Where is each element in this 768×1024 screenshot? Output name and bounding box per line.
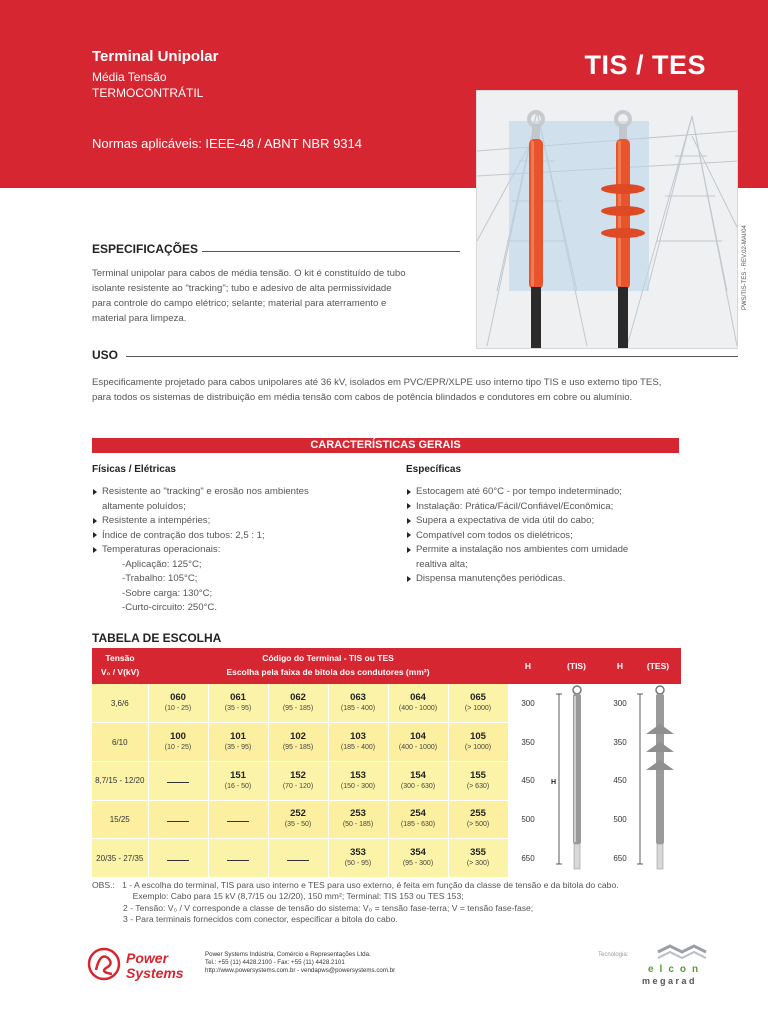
company-phone: Tel.: +55 (11) 4428.2100 - Fax: +55 (11) 4428.2101: [205, 959, 345, 966]
especificas-list: [406, 485, 706, 587]
svg-text:Power: Power: [126, 950, 169, 966]
header-tensao: Tensão: [92, 648, 148, 667]
tecnologia-label: Tecnologia:: [598, 952, 629, 958]
tes-diagram-cell: [635, 684, 681, 878]
uso-divider: [126, 356, 738, 357]
cell-empty: [268, 839, 328, 878]
cell-code: 254 (185 - 630): [388, 800, 448, 839]
document-subtitle-tension: Média Tensão: [92, 70, 167, 84]
cell-h-tis: 300: [508, 684, 548, 723]
cell-h-tes: 350: [605, 723, 635, 762]
uso-heading: USO: [92, 348, 119, 362]
company-web[interactable]: http://www.powersystems.com.br - vendapws@powersystems.com.br: [205, 967, 396, 974]
cell-code: 255 (> 500): [448, 800, 508, 839]
especificacoes-divider: [202, 251, 460, 252]
normas-text: Normas aplicáveis: IEEE-48 / ABNT NBR 9314: [92, 136, 362, 151]
list-item: Resistente ao "tracking" e erosão nos ambientes: [92, 485, 392, 500]
list-item: realtiva alta;: [416, 558, 468, 570]
cell-code: 354 (95 - 300): [388, 839, 448, 878]
cell-code: 155 (> 630): [448, 761, 508, 800]
cell-code: 105 (> 1000): [448, 723, 508, 762]
cell-code: 252 (35 - 50): [268, 800, 328, 839]
cell-code: 104 (400 - 1000): [388, 723, 448, 762]
caracteristicas-heading: CARACTERÍSTICAS GERAIS: [92, 438, 679, 453]
product-photo: [476, 90, 738, 349]
company-name: Power Systems Indústria, Comércio e Representações Ltda.: [205, 951, 371, 958]
cell-code: 101 (35 - 95): [208, 723, 268, 762]
header-tes: (TES): [635, 648, 681, 684]
document-subtitle-type: TERMOCONTRÁTIL: [92, 86, 204, 100]
cell-code: 065 (> 1000): [448, 684, 508, 723]
power-systems-logo: [86, 944, 196, 984]
tis-diagram: [549, 684, 605, 874]
elcon-megarad-logo: [640, 944, 715, 989]
svg-text:elcon: elcon: [648, 964, 705, 975]
cell-tensao: 6/10: [92, 723, 148, 762]
header-tensao-units: V₀ / V(kV): [92, 667, 148, 684]
cell-empty: [148, 839, 208, 878]
cell-code: 253 (50 - 185): [328, 800, 388, 839]
cell-code: 154 (300 - 630): [388, 761, 448, 800]
list-item: Instalação: Prática/Fácil/Confiável/Econômica;: [406, 500, 706, 515]
cell-h-tis: 650: [508, 839, 548, 878]
document-revision-code: PWS/TIS-TES - REV.02-MAI/04: [742, 225, 748, 310]
footer-contact: [205, 951, 395, 975]
cell-code: 153 (150 - 300): [328, 761, 388, 800]
cell-code: 355 (> 300): [448, 839, 508, 878]
svg-text:megarad: megarad: [642, 976, 698, 986]
cell-code: 062 (95 - 185): [268, 684, 328, 723]
cell-code: 063 (185 - 400): [328, 684, 388, 723]
product-code: TIS / TES: [584, 50, 706, 80]
cell-code: 100 (10 - 25): [148, 723, 208, 762]
table-row: [92, 684, 681, 723]
list-item: -Trabalho: 105°C;: [122, 573, 198, 584]
cell-h-tes: 650: [605, 839, 635, 878]
tabela-title: TABELA DE ESCOLHA: [92, 631, 222, 645]
list-item: -Aplicação: 125°C;: [122, 558, 202, 570]
tis-diagram-cell: [548, 684, 605, 878]
list-item: altamente poluídos;: [102, 500, 186, 512]
especificacoes-text: Terminal unipolar para cabos de média tensão. O kit é constituído de tubo isolante resistente ao "tracking"; tubo e adesivo de alta permissividade para controle do campo elétrico; selante; material para aterramento e material para limpeza.: [92, 268, 406, 324]
cell-code: 152 (70 - 120): [268, 761, 328, 800]
cell-tensao: 20/35 - 27/35: [92, 839, 148, 878]
list-item: -Sobre carga: 130°C;: [122, 587, 213, 599]
cell-code: 061 (35 - 95): [208, 684, 268, 723]
uso-text: Especificamente projetado para cabos unipolares até 36 kV, isolados em PVC/EPR/XLPE uso interno tipo TIS e uso externo tipo TES, para todos os sistemas de distribuição em média tensão com cabos de potência blindados e condutores em cobre ou alumínio.: [92, 377, 662, 403]
header-h-tis: H: [508, 648, 548, 684]
especificas-heading: Específicas: [406, 464, 462, 475]
list-item: -Curto-circuito: 250°C.: [122, 602, 218, 613]
cell-empty: [208, 839, 268, 878]
selection-table: [92, 648, 682, 878]
cell-tensao: 3,6/6: [92, 684, 148, 723]
cell-code: 353 (50 - 95): [328, 839, 388, 878]
cell-empty: [148, 761, 208, 800]
cell-empty: [208, 800, 268, 839]
cell-h-tis: 500: [508, 800, 548, 839]
cell-empty: [148, 800, 208, 839]
svg-text:Systems: Systems: [126, 965, 184, 981]
cell-tensao: 8,7/15 - 12/20: [92, 761, 148, 800]
cell-code: 151 (16 - 50): [208, 761, 268, 800]
cell-code: 103 (185 - 400): [328, 723, 388, 762]
cell-code: 060 (10 - 25): [148, 684, 208, 723]
cell-h-tes: 500: [605, 800, 635, 839]
observations: OBS.: 1 - A escolha do terminal, TIS para uso interno e TES para uso externo, é feita em função da classe de tensão e da bitola do cabo. Exemplo: Cabo para 15 kV (8,7/15 ou 12/20), 150 mm²; Terminal: TIS 153 ou TES 153; 2 - Tensão: V₀ / V corresponde a classe de tensão do sistema: V₀ = tensão fase-terra; V = tensão fase-fase; 3 - Para terminais fornecidos com conector, especificar a bitola do cabo.: [92, 880, 619, 925]
list-item: Compatível com todos os dielétricos;: [406, 529, 706, 544]
header-h-tes: H: [605, 648, 635, 684]
cell-code: 064 (400 - 1000): [388, 684, 448, 723]
tes-diagram: [636, 684, 681, 874]
list-item: Permite a instalação nos ambientes com umidade: [406, 543, 706, 558]
especificacoes-heading: ESPECIFICAÇÕES: [92, 242, 199, 256]
header-codigo: Código do Terminal - TIS ou TES: [148, 648, 508, 667]
list-item: Estocagem até 60°C - por tempo indeterminado;: [406, 485, 706, 500]
list-item: Dispensa manutenções periódicas.: [406, 572, 706, 587]
cell-code: 102 (95 - 185): [268, 723, 328, 762]
list-item: Supera a expectativa de vida útil do cabo;: [406, 514, 706, 529]
cell-h-tes: 300: [605, 684, 635, 723]
list-item: Temperaturas operacionais:: [92, 543, 392, 558]
cell-h-tes: 450: [605, 761, 635, 800]
cell-tensao: 15/25: [92, 800, 148, 839]
cell-h-tis: 350: [508, 723, 548, 762]
cell-h-tis: 450: [508, 761, 548, 800]
svg-text:H: H: [550, 779, 556, 786]
header-codigo-desc: Escolha pela faixa de bitola dos condutores (mm²): [148, 667, 508, 684]
document-title: Terminal Unipolar: [92, 48, 219, 65]
list-item: Resistente a intempéries;: [92, 514, 392, 529]
list-item: Índice de contração dos tubos: 2,5 : 1;: [92, 529, 392, 544]
fisicas-list: [92, 485, 392, 616]
header-tis: (TIS): [548, 648, 605, 684]
fisicas-heading: Físicas / Elétricas: [92, 464, 176, 475]
